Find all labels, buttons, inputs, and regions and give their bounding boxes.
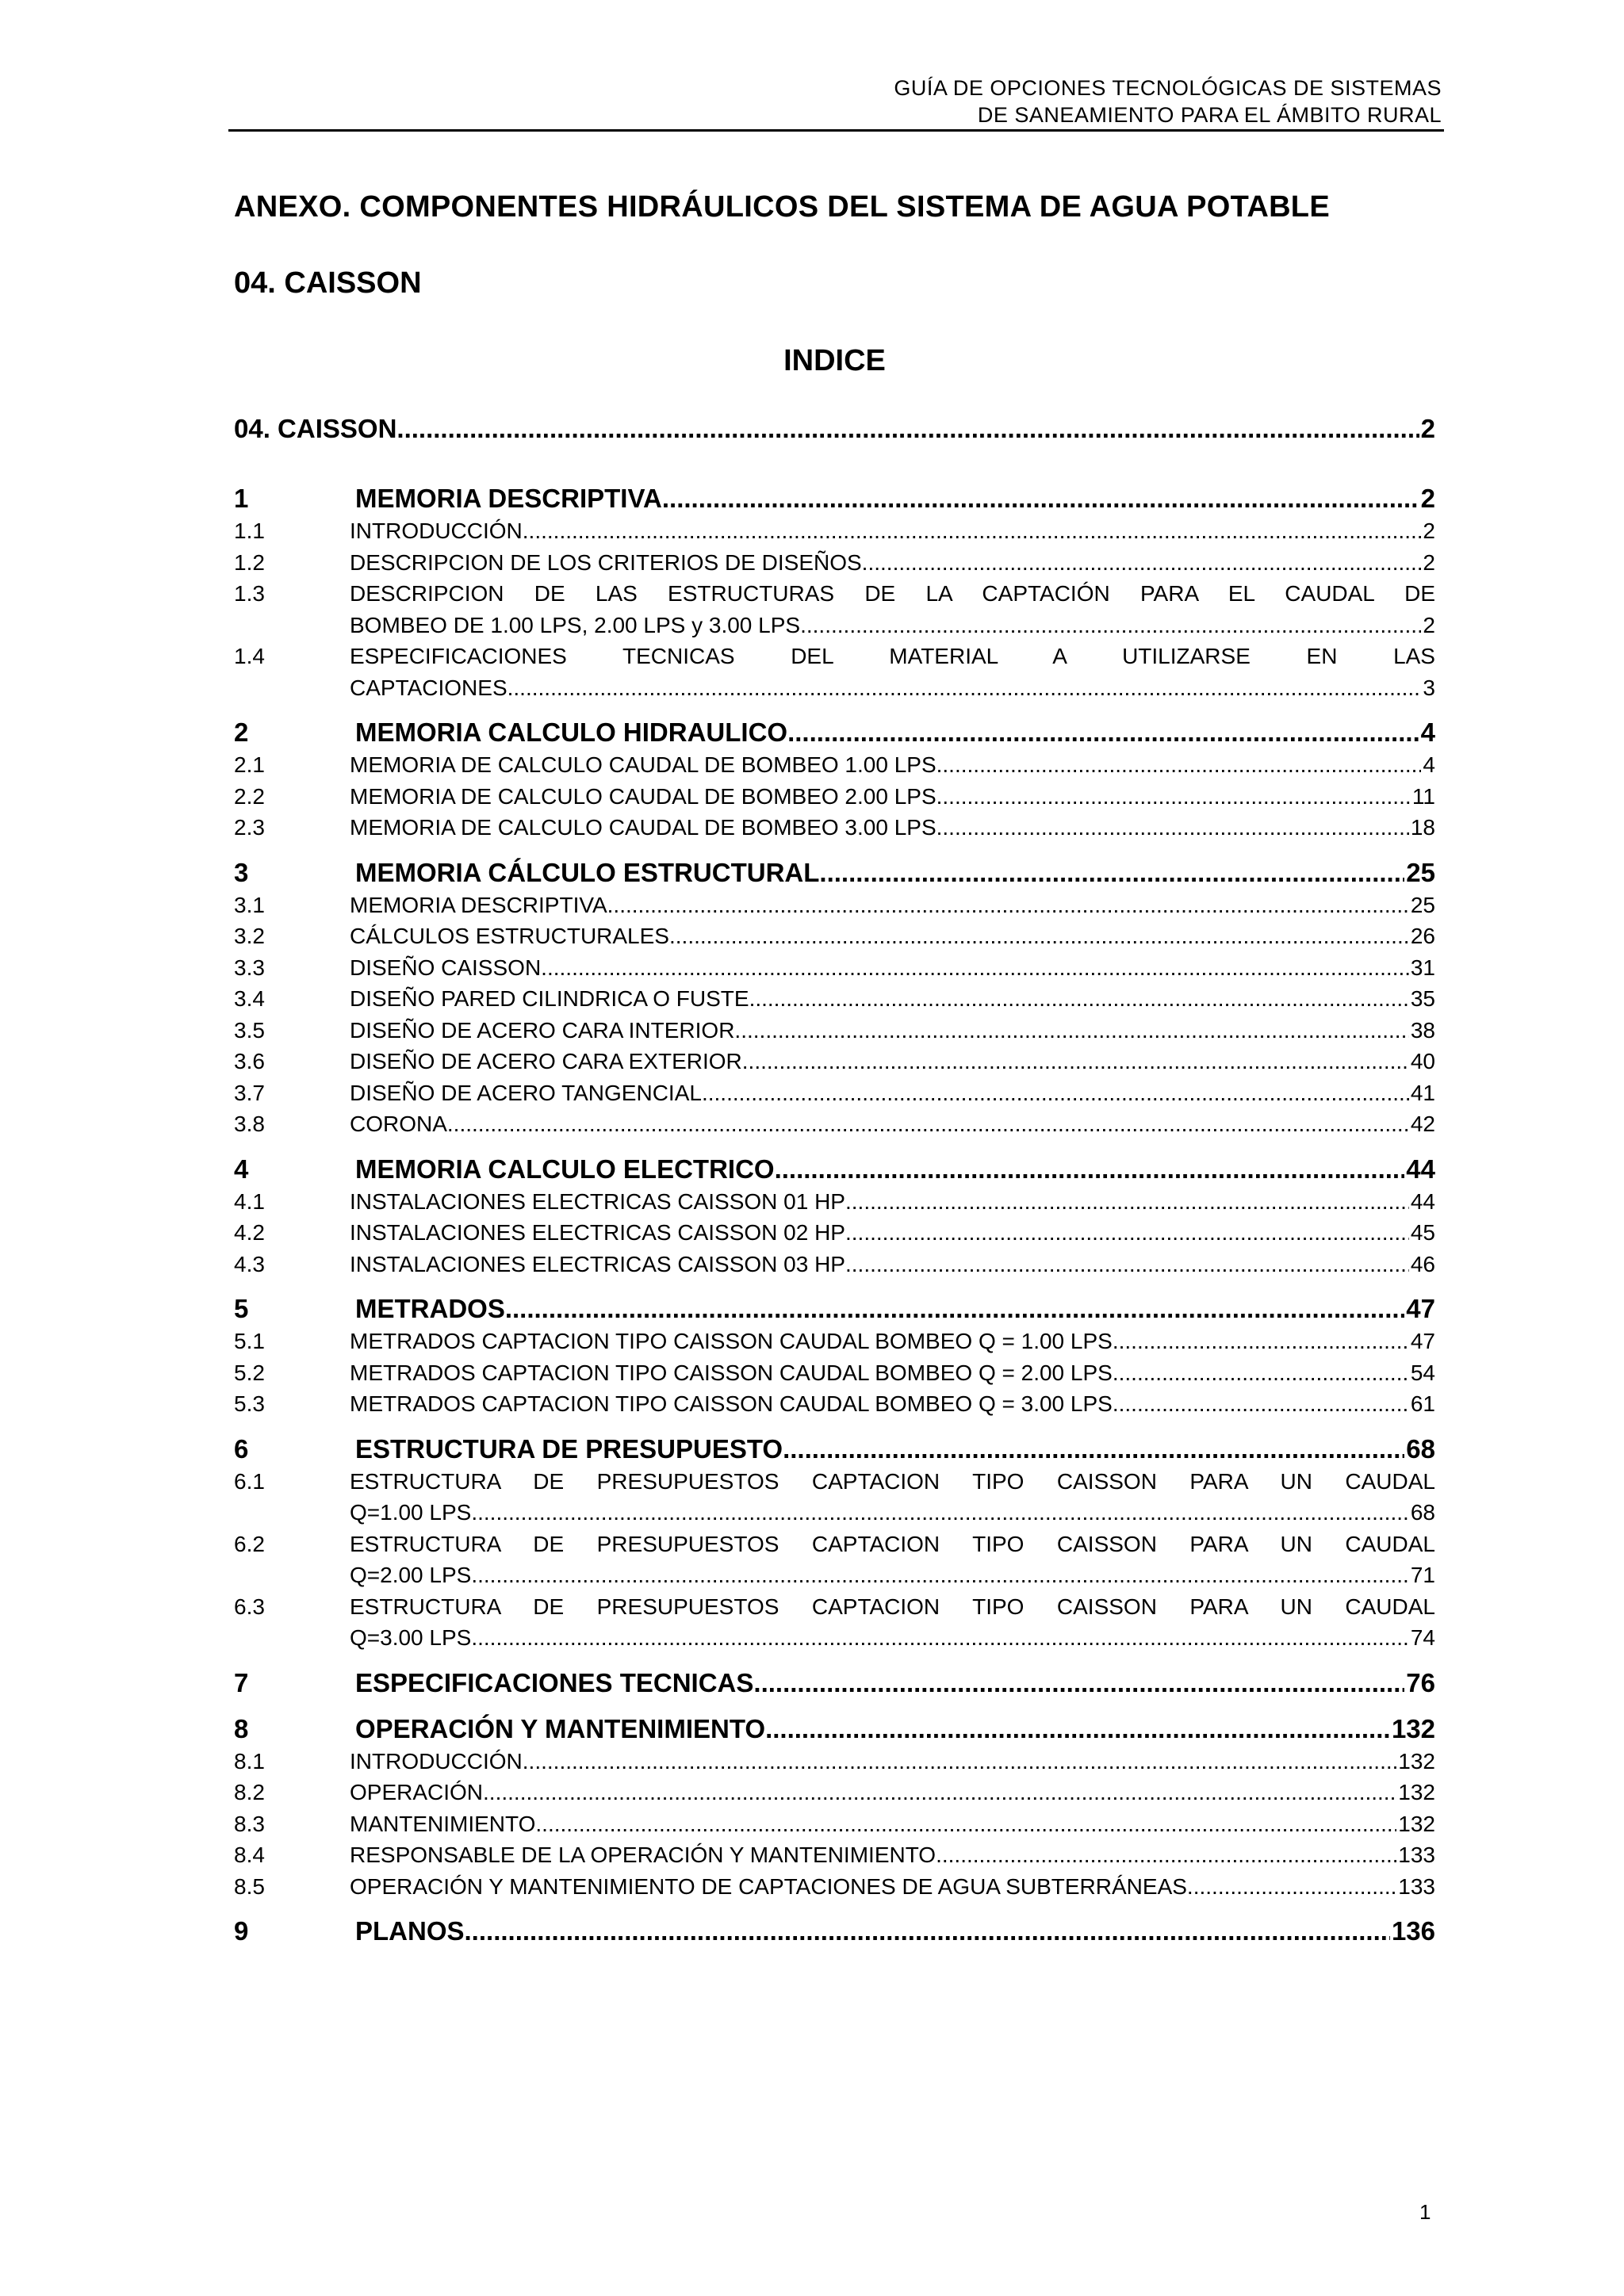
table-of-contents	[234, 412, 1435, 1948]
toc-subsection-page: 68	[1410, 1500, 1435, 1525]
toc-subsection-number: 5.1	[234, 1329, 265, 1353]
toc-subsection-5-1[interactable]	[234, 1326, 1435, 1357]
running-header	[228, 75, 1442, 128]
toc-leader-dots	[800, 610, 1421, 641]
toc-subsection-body	[350, 890, 1435, 921]
toc-subsection-text: DESCRIPCION DE LAS ESTRUCTURAS DE LA CAPTACIÓN PARA EL CAUDAL DE	[350, 581, 1435, 606]
toc-chapter-line	[355, 1915, 1435, 1948]
toc-subsection-body	[350, 578, 1435, 641]
toc-chapter-title: MEMORIA CALCULO ELECTRICO	[355, 1154, 775, 1184]
toc-subsection-3-1[interactable]	[234, 890, 1435, 921]
toc-chapter-title: OPERACIÓN Y MANTENIMIENTO	[355, 1713, 766, 1743]
toc-subsection-number: 6.1	[234, 1468, 265, 1494]
header-line-2: DE SANEAMIENTO PARA EL ÁMBITO RURAL	[977, 103, 1442, 127]
toc-leader-dots	[669, 920, 1409, 952]
toc-chapter-number: 2	[234, 718, 249, 747]
toc-leader-dots	[447, 1108, 1409, 1140]
toc-chapter-number: 3	[234, 857, 249, 887]
toc-subsection-line	[350, 1622, 1435, 1654]
toc-subsection-1-4[interactable]	[234, 641, 1435, 703]
toc-subsection-page: 132	[1398, 1780, 1435, 1804]
toc-leader-dots	[742, 1046, 1409, 1077]
toc-subsection-number: 2.3	[234, 815, 265, 840]
toc-chapter-7[interactable]	[234, 1667, 1435, 1700]
toc-chapter-3[interactable]	[234, 856, 1435, 890]
toc-subsection-page: 3	[1423, 675, 1435, 700]
toc-subsection-number: 1.4	[234, 644, 265, 668]
toc-chapter-number: 5	[234, 1294, 249, 1323]
toc-subsection-5-3[interactable]	[234, 1388, 1435, 1420]
toc-leader-dots	[505, 1292, 1404, 1326]
toc-subsection-1-2[interactable]	[234, 547, 1435, 579]
toc-subsection-page: 61	[1410, 1391, 1435, 1416]
toc-leader-dots	[734, 1015, 1408, 1047]
toc-chapter-1[interactable]	[234, 482, 1435, 515]
toc-leader-dots	[753, 1667, 1404, 1700]
toc-leader-dots	[936, 781, 1411, 813]
toc-chapter-title: MEMORIA CALCULO HIDRAULICO	[355, 718, 788, 747]
toc-subsection-text: DISEÑO DE ACERO TANGENCIAL	[350, 1080, 702, 1105]
toc-subsection-text: ESPECIFICACIONES TECNICAS DEL MATERIAL A UTILIZARSE EN LAS	[350, 644, 1435, 668]
toc-subsection-number: 4.3	[234, 1251, 265, 1276]
toc-subsection-number: 8.5	[234, 1873, 265, 1899]
toc-subsection-4-2[interactable]	[234, 1217, 1435, 1249]
toc-subsection-page: 54	[1410, 1360, 1435, 1385]
toc-subsection-text: CORONA	[350, 1112, 447, 1136]
toc-subsection-body	[350, 1808, 1435, 1840]
toc-leader-dots	[523, 515, 1422, 547]
toc-leader-dots	[483, 1777, 1396, 1808]
toc-leader-dots	[465, 1915, 1390, 1948]
toc-subsection-page: 2	[1423, 612, 1435, 637]
toc-leader-dots	[783, 1433, 1404, 1466]
toc-leader-dots	[775, 1153, 1405, 1186]
toc-subsection-text: METRADOS CAPTACION TIPO CAISSON CAUDAL BOMBEO Q = 3.00 LPS	[350, 1391, 1113, 1416]
toc-chapter-number: 8	[234, 1713, 249, 1743]
toc-subsection-line	[350, 1871, 1435, 1903]
toc-subsection-text: INSTALACIONES ELECTRICAS CAISSON 01 HP	[350, 1188, 845, 1214]
toc-subsection-3-2[interactable]	[234, 920, 1435, 952]
toc-subsection-text: MANTENIMIENTO	[350, 1811, 536, 1836]
toc-subsection-number: 3.4	[234, 986, 265, 1011]
toc-subsection-number: 5.2	[234, 1360, 265, 1385]
toc-subsection-text: CAPTACIONES	[350, 675, 508, 700]
toc-subsection-number: 4.2	[234, 1220, 265, 1245]
toc-chapter-title: MEMORIA DESCRIPTIVA	[355, 484, 662, 513]
toc-subsection-body	[350, 1777, 1435, 1808]
toc-subsection-1-3[interactable]	[234, 578, 1435, 641]
toc-subsection-page: 71	[1410, 1563, 1435, 1587]
toc-subsection-body	[350, 952, 1435, 984]
toc-subsection-text: MEMORIA DE CALCULO CAUDAL DE BOMBEO 2.00 LPS	[350, 783, 936, 809]
toc-subsection-line	[350, 1497, 1435, 1529]
toc-subsection-line	[350, 1186, 1435, 1218]
toc-subsection-text: Q=3.00 LPS	[350, 1625, 472, 1650]
toc-subsection-line	[350, 1217, 1435, 1249]
toc-chapter-page: 132	[1391, 1713, 1435, 1743]
toc-subsection-line	[350, 547, 1435, 579]
toc-subsection-number: 6.3	[234, 1594, 265, 1619]
toc-subsection-number: 8.2	[234, 1780, 265, 1804]
toc-subsection-line	[350, 749, 1435, 781]
toc-subsection-text: INTRODUCCIÓN	[350, 519, 523, 543]
toc-chapter-line	[355, 1292, 1435, 1326]
toc-chapter-number: 1	[234, 484, 249, 513]
toc-leader-dots	[845, 1186, 1409, 1218]
toc-subsection-3-4[interactable]	[234, 983, 1435, 1015]
toc-subsection-1-1[interactable]	[234, 515, 1435, 547]
section-title: 04. CAISSON	[234, 266, 422, 300]
toc-subsection-text: MEMORIA DE CALCULO CAUDAL DE BOMBEO 3.00 LPS	[350, 815, 936, 840]
toc-leader-dots	[1113, 1357, 1409, 1389]
toc-subsection-page: 133	[1398, 1843, 1435, 1867]
toc-subsection-body	[350, 1326, 1435, 1357]
toc-subsection-text: ESTRUCTURA DE PRESUPUESTOS CAPTACION TIPO CAISSON PARA UN CAUDAL	[350, 1594, 1435, 1619]
toc-chapter-page: 2	[1420, 484, 1435, 513]
page-number: 1	[1419, 2200, 1431, 2224]
toc-subsection-page: 25	[1410, 892, 1435, 917]
toc-subsection-text: DISEÑO DE ACERO CARA INTERIOR	[350, 1017, 735, 1043]
toc-subsection-text: OPERACIÓN Y MANTENIMIENTO DE CAPTACIONES DE AGUA SUBTERRÁNEAS	[350, 1873, 1187, 1899]
toc-subsection-page: 35	[1410, 986, 1435, 1011]
toc-chapter-number: 4	[234, 1154, 249, 1184]
toc-subsection-line	[350, 1249, 1435, 1280]
toc-chapter-9[interactable]	[234, 1915, 1435, 1948]
toc-subsection-text: MEMORIA DESCRIPTIVA	[350, 892, 607, 917]
toc-subsection-number: 3.5	[234, 1017, 265, 1043]
toc-subsection-3-8[interactable]	[234, 1108, 1435, 1140]
toc-subsection-line	[350, 672, 1435, 704]
toc-subsection-line	[350, 1077, 1435, 1109]
toc-chapter-2[interactable]	[234, 716, 1435, 749]
toc-subsection-6-2[interactable]	[234, 1529, 1435, 1591]
toc-chapter-6[interactable]	[234, 1433, 1435, 1466]
toc-subsection-body	[350, 1388, 1435, 1420]
toc-subsection-text: INSTALACIONES ELECTRICAS CAISSON 03 HP	[350, 1251, 845, 1276]
toc-subsection-body	[350, 1046, 1435, 1077]
toc-subsection-body	[350, 1077, 1435, 1109]
toc-leader-dots	[787, 716, 1419, 749]
toc-subsection-line	[350, 781, 1435, 813]
toc-subsection-page: 132	[1398, 1748, 1435, 1774]
annex-title: ANEXO. COMPONENTES HIDRÁULICOS DEL SISTEMA DE AGUA POTABLE	[234, 190, 1330, 224]
toc-chapter-title: METRADOS	[355, 1294, 505, 1323]
toc-subsection-page: 133	[1398, 1873, 1435, 1899]
toc-subsection-number: 4.1	[234, 1188, 265, 1214]
toc-subsection-page: 18	[1410, 815, 1435, 840]
toc-leader-dots	[523, 1746, 1397, 1777]
toc-subsection-8-3[interactable]	[234, 1808, 1435, 1840]
toc-subsection-6-3[interactable]	[234, 1591, 1435, 1654]
toc-leader-dots	[508, 672, 1422, 704]
toc-subsection-number: 2.1	[234, 752, 265, 777]
toc-subsection-line	[350, 1777, 1435, 1808]
toc-subsection-body	[350, 749, 1435, 781]
toc-subsection-number: 3.1	[234, 892, 265, 917]
toc-subsection-text: CÁLCULOS ESTRUCTURALES	[350, 924, 669, 948]
toc-subsection-body	[350, 1871, 1435, 1903]
toc-subsection-line	[350, 1559, 1435, 1591]
toc-subsection-page: 26	[1410, 924, 1435, 948]
toc-leader-dots	[1113, 1388, 1409, 1420]
toc-leader-dots	[845, 1249, 1409, 1280]
toc-subsection-4-3[interactable]	[234, 1249, 1435, 1280]
toc-subsection-number: 1.3	[234, 581, 265, 606]
toc-subsection-line	[350, 1108, 1435, 1140]
toc-subsection-number: 1.2	[234, 549, 265, 575]
toc-subsection-text: ESTRUCTURA DE PRESUPUESTOS CAPTACION TIPO CAISSON PARA UN CAUDAL	[350, 1468, 1435, 1494]
toc-chapter-title: ESTRUCTURA DE PRESUPUESTO	[355, 1433, 783, 1464]
toc-subsection-number: 3.8	[234, 1112, 265, 1136]
toc-subsection-body	[350, 1108, 1435, 1140]
toc-subsection-5-2[interactable]	[234, 1357, 1435, 1389]
toc-subsection-2-3[interactable]	[234, 812, 1435, 844]
toc-chapter-line	[355, 1667, 1435, 1700]
toc-subsection-number: 3.3	[234, 955, 265, 980]
toc-subsection-8-1[interactable]	[234, 1746, 1435, 1777]
toc-subsection-body	[350, 1186, 1435, 1218]
toc-subsection-line	[350, 1326, 1435, 1357]
toc-subsection-3-3[interactable]	[234, 952, 1435, 984]
toc-subsection-line	[350, 515, 1435, 547]
toc-subsection-text: DISEÑO PARED CILINDRICA O FUSTE	[350, 986, 749, 1011]
toc-leader-dots	[702, 1077, 1409, 1109]
toc-leader-dots	[607, 890, 1409, 921]
toc-subsection-page: 40	[1410, 1049, 1435, 1073]
toc-subsection-8-2[interactable]	[234, 1777, 1435, 1808]
toc-leader-dots	[749, 983, 1409, 1015]
toc-subsection-page: 132	[1398, 1811, 1435, 1836]
toc-chapter-line	[355, 1712, 1435, 1746]
toc-subsection-body	[350, 1217, 1435, 1249]
toc-subsection-3-5[interactable]	[234, 1015, 1435, 1047]
toc-leader-dots	[936, 1839, 1396, 1871]
toc-chapter-page: 25	[1406, 857, 1435, 887]
toc-chapter-number: 7	[234, 1667, 249, 1697]
toc-subsection-number: 8.4	[234, 1843, 265, 1867]
toc-subsection-text: INSTALACIONES ELECTRICAS CAISSON 02 HP	[350, 1220, 845, 1245]
toc-chapter-title: PLANOS	[355, 1916, 465, 1946]
toc-subsection-page: 44	[1410, 1188, 1435, 1214]
toc-subsection-8-4[interactable]	[234, 1839, 1435, 1871]
toc-subsection-3-7[interactable]	[234, 1077, 1435, 1109]
toc-subsection-line	[350, 1015, 1435, 1047]
toc-subsection-text: METRADOS CAPTACION TIPO CAISSON CAUDAL BOMBEO Q = 2.00 LPS	[350, 1360, 1113, 1385]
toc-subsection-body	[350, 641, 1435, 703]
toc-leader-dots	[662, 482, 1419, 515]
toc-subsection-line	[350, 890, 1435, 921]
toc-subsection-page: 2	[1423, 549, 1435, 575]
toc-subsection-page: 45	[1410, 1220, 1435, 1245]
toc-subsection-page: 11	[1411, 783, 1435, 809]
toc-subsection-body	[350, 920, 1435, 952]
toc-chapter-line	[355, 482, 1435, 515]
toc-subsection-body	[350, 1249, 1435, 1280]
toc-leader-dots	[471, 1497, 1409, 1529]
toc-subsection-6-1[interactable]	[234, 1466, 1435, 1529]
toc-subsection-text: Q=1.00 LPS	[350, 1500, 472, 1525]
toc-leader-dots	[471, 1559, 1409, 1591]
toc-subsection-text: BOMBEO DE 1.00 LPS, 2.00 LPS y 3.00 LPS	[350, 612, 801, 637]
toc-leader-dots	[1187, 1871, 1396, 1903]
toc-subsection-2-1[interactable]	[234, 749, 1435, 781]
toc-subsection-body	[350, 1015, 1435, 1047]
toc-subsection-body	[350, 1357, 1435, 1389]
toc-subsection-page: 46	[1410, 1251, 1435, 1276]
toc-leader-dots	[936, 812, 1409, 844]
toc-subsection-text: ESTRUCTURA DE PRESUPUESTOS CAPTACION TIPO CAISSON PARA UN CAUDAL	[350, 1531, 1435, 1556]
toc-subsection-text: RESPONSABLE DE LA OPERACIÓN Y MANTENIMIENTO	[350, 1843, 936, 1867]
toc-entry-title: 04. CAISSON	[234, 414, 397, 443]
toc-chapter-page: 136	[1391, 1916, 1435, 1946]
toc-leader-dots	[541, 952, 1409, 984]
toc-chapter-page: 76	[1406, 1667, 1435, 1697]
toc-subsection-page: 41	[1410, 1080, 1435, 1105]
toc-chapter-line	[355, 1153, 1435, 1186]
toc-subsection-8-5[interactable]	[234, 1871, 1435, 1903]
toc-subsection-number: 3.6	[234, 1049, 265, 1073]
toc-leader-dots	[471, 1622, 1409, 1654]
toc-subsection-line	[350, 1357, 1435, 1389]
toc-chapter-number: 9	[234, 1916, 249, 1946]
toc-subsection-4-1[interactable]	[234, 1186, 1435, 1218]
toc-leader-dots	[862, 547, 1422, 579]
toc-subsection-line	[350, 983, 1435, 1015]
toc-leader-dots	[845, 1217, 1409, 1249]
toc-subsection-number: 1.1	[234, 519, 265, 543]
toc-subsection-body	[350, 1466, 1435, 1529]
toc-leader-dots	[1113, 1326, 1409, 1357]
toc-subsection-text: DISEÑO DE ACERO CARA EXTERIOR	[350, 1049, 742, 1073]
toc-subsection-body	[350, 812, 1435, 844]
toc-subsection-page: 31	[1410, 955, 1435, 980]
toc-subsection-line	[350, 1388, 1435, 1420]
header-line-1: GUÍA DE OPCIONES TECNOLÓGICAS DE SISTEMAS	[894, 76, 1442, 100]
toc-leader-dots	[936, 749, 1422, 781]
toc-entry-page: 2	[1420, 414, 1435, 443]
toc-subsection-body	[350, 515, 1435, 547]
toc-leader-dots	[819, 856, 1404, 890]
toc-subsection-text: METRADOS CAPTACION TIPO CAISSON CAUDAL BOMBEO Q = 1.00 LPS	[350, 1329, 1113, 1353]
toc-subsection-body	[350, 1746, 1435, 1777]
toc-subsection-line	[350, 952, 1435, 984]
toc-leader-dots	[535, 1808, 1396, 1840]
toc-subsection-line	[350, 1046, 1435, 1077]
toc-subsection-number: 8.3	[234, 1811, 265, 1836]
toc-subsection-text: MEMORIA DE CALCULO CAUDAL DE BOMBEO 1.00 LPS	[350, 752, 936, 777]
toc-chapter-page: 47	[1406, 1294, 1435, 1323]
toc-subsection-page: 42	[1410, 1112, 1435, 1136]
toc-subsection-number: 6.2	[234, 1531, 265, 1556]
toc-chapter-title: MEMORIA CÁLCULO ESTRUCTURAL	[355, 857, 820, 887]
index-title: INDICE	[783, 344, 886, 377]
toc-subsection-body	[350, 547, 1435, 579]
toc-chapter-number: 6	[234, 1433, 249, 1464]
toc-subsection-line	[350, 812, 1435, 844]
toc-chapter-line	[355, 856, 1435, 890]
toc-leader-dots	[765, 1712, 1390, 1746]
header-rule	[228, 129, 1444, 132]
toc-chapter-page: 44	[1406, 1154, 1435, 1184]
toc-subsection-text: INTRODUCCIÓN	[350, 1748, 523, 1774]
toc-subsection-line	[350, 1808, 1435, 1840]
toc-subsection-line	[350, 920, 1435, 952]
toc-chapter-line	[355, 1433, 1435, 1466]
toc-leader-dots	[396, 412, 1419, 446]
toc-subsection-text: DESCRIPCION DE LOS CRITERIOS DE DISEÑOS	[350, 549, 862, 575]
toc-subsection-number: 2.2	[234, 783, 265, 809]
toc-chapter-4[interactable]	[234, 1153, 1435, 1186]
toc-subsection-text: DISEÑO CAISSON	[350, 955, 542, 980]
toc-chapter-title: ESPECIFICACIONES TECNICAS	[355, 1667, 754, 1697]
toc-chapter-8[interactable]	[234, 1712, 1435, 1746]
toc-subsection-page: 74	[1410, 1625, 1435, 1650]
toc-subsection-number: 3.7	[234, 1080, 265, 1105]
toc-subsection-text: Q=2.00 LPS	[350, 1563, 472, 1587]
toc-subsection-page: 2	[1423, 519, 1435, 543]
toc-subsection-number: 3.2	[234, 924, 265, 948]
toc-subsection-body	[350, 1839, 1435, 1871]
toc-subsection-line	[350, 1839, 1435, 1871]
toc-chapter-page: 68	[1406, 1433, 1435, 1464]
toc-subsection-page: 38	[1410, 1017, 1435, 1043]
toc-subsection-number: 5.3	[234, 1391, 265, 1416]
toc-chapter-line	[355, 716, 1435, 749]
toc-subsection-body	[350, 983, 1435, 1015]
toc-chapter-5[interactable]	[234, 1292, 1435, 1326]
toc-subsection-body	[350, 1591, 1435, 1654]
toc-subsection-line	[350, 1746, 1435, 1777]
toc-chapter-page: 4	[1420, 718, 1435, 747]
toc-subsection-page: 47	[1410, 1329, 1435, 1353]
toc-entry-top[interactable]	[234, 412, 1435, 446]
toc-subsection-page: 4	[1423, 752, 1435, 777]
toc-subsection-3-6[interactable]	[234, 1046, 1435, 1077]
toc-subsection-line	[350, 610, 1435, 641]
toc-subsection-number: 8.1	[234, 1748, 265, 1774]
toc-subsection-2-2[interactable]	[234, 781, 1435, 813]
toc-subsection-body	[350, 1529, 1435, 1591]
toc-subsection-text: OPERACIÓN	[350, 1780, 484, 1804]
toc-subsection-body	[350, 781, 1435, 813]
